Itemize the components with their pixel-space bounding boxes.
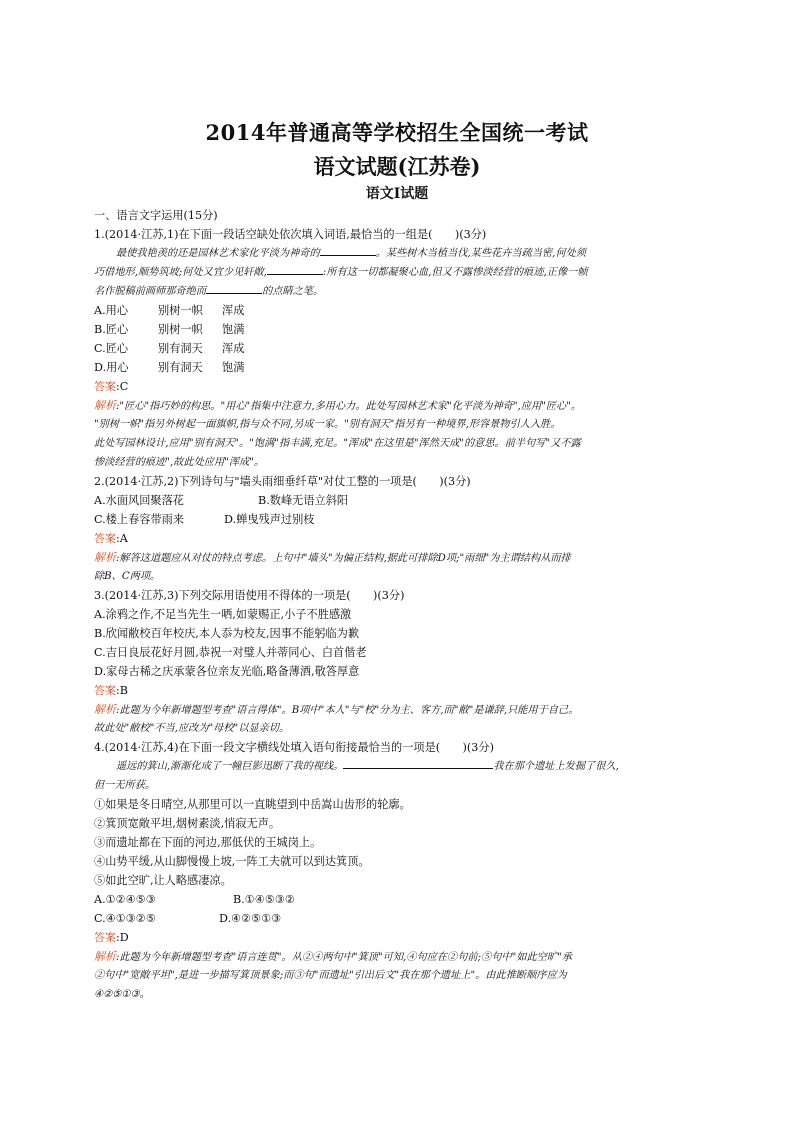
- explanation-line: ④②⑤①③。: [94, 989, 150, 1000]
- explanation-label: 解析: [94, 703, 116, 716]
- option-line: D.家母古稀之庆承蒙各位亲友光临,略备薄酒,敬答厚意: [94, 665, 360, 678]
- option-row: C.楼上春容带雨来 D.蝉曳残声过别枝: [94, 513, 315, 526]
- answer-line: 答案:A: [94, 532, 128, 545]
- question-1-passage-line: 巧借地形,顺势筑坡;何处又宜少见轩敞, :所有这一切都凝聚心血,但又不露惨淡经营的痕迹,正像一帧: [94, 263, 700, 282]
- sentence-item: ⑤如此空旷,让人略感凄凉。: [94, 874, 232, 887]
- explanation-line: 此处写园林设计,应用"别有洞天"。"饱满"指丰满,充足。"浑成"在这里是"浑然天成"的意思。前半句写"又不露: [94, 438, 581, 449]
- explanation-line: ②句中"宽敞平坦",是进一步描写箕顶景象;而③句"而遗址"引出后文"我在那个遗址上"。由此推断顺序应为: [94, 970, 567, 981]
- option-line: C.吉日良辰花好月圆,恭祝一对璧人并蒂同心、白首偕老: [94, 646, 367, 659]
- blank-3: [206, 283, 262, 294]
- blank-1: [320, 245, 376, 256]
- option-line: B.欣闻敝校百年校庆,本人忝为校友,因事不能躬临为歉: [94, 627, 360, 640]
- question-2-stem: 2.(2014·江苏,2)下列诗句与"墙头雨细垂纤草"对仗工整的一项是( )(3分): [94, 475, 471, 488]
- explanation-label: 解析: [94, 399, 116, 412]
- sentence-item: ③而遗址都在下面的河边,那低伏的王城岗上。: [94, 836, 322, 849]
- explanation-line: 除B、C两项。: [94, 571, 161, 582]
- question-1-passage-line: 最使我艳羡的还是园林艺术家化平淡为神奇的 。某些树木当植当伐,某些花卉当疏当密,何处须: [94, 244, 700, 263]
- explanation-line: 解析:"匠心"指巧妙的构思。"用心"指集中注意力,多用心力。此处写园林艺术家"化平淡为神奇",应用"匠心"。: [94, 399, 582, 412]
- option-row: D.用心 别有洞天 饱满: [94, 361, 245, 374]
- explanation-label: 解析: [94, 950, 116, 963]
- answer-label: 答案: [94, 532, 116, 545]
- sentence-item: ②箕顶宽敞平坦,烟树素淡,悄寂无声。: [94, 817, 281, 830]
- question-1-stem: 1.(2014·江苏,1)在下面一段话空缺处依次填入词语,最恰当的一组是( )(3分): [94, 228, 487, 241]
- blank-2: [267, 264, 323, 275]
- sentence-item: ①如果是冬日晴空,从那里可以一直眺望到中岳嵩山齿形的轮廓。: [94, 798, 411, 811]
- question-4-passage-line: 遥远的箕山,渐渐化成了一幢巨影迅断了我的视线。 我在那个遗址上发掘了很久,: [94, 757, 700, 776]
- answer-line: 答案:B: [94, 684, 128, 697]
- blank-long: [343, 758, 493, 769]
- explanation-line: 解析:解答这道题应从对仗的特点考虑。上句中"墙头"为偏正结构,据此可排除D项;"雨细"为主谓结构从而排: [94, 551, 571, 564]
- explanation-label: 解析: [94, 551, 116, 564]
- option-row: C.④①③②⑤ D.④②⑤①③: [94, 912, 282, 925]
- part-heading: 一、语言文字运用(15分): [94, 209, 218, 222]
- sentence-item: ④山势平缓,从山脚慢慢上坡,一阵工夫就可以到达箕顶。: [94, 855, 370, 868]
- option-row: C.匠心 别有洞天 浑成: [94, 342, 245, 355]
- option-line: A.涂鸦之作,不足当先生一哂,如蒙赐正,小子不胜感激: [94, 608, 352, 621]
- answer-label: 答案: [94, 380, 116, 393]
- explanation-line: 惨淡经营的痕迹",故此处应用"浑成"。: [94, 457, 265, 468]
- question-4-passage-line: 但一无所获。: [94, 780, 156, 791]
- option-row: A.用心 别树一帜 浑成: [94, 304, 245, 317]
- explanation-line: 解析:此题为今年新增题型考查"语言连贯"。从②④两句中"箕顶"可知,④句应在②句前;⑤句中"如此空旷"承: [94, 950, 572, 963]
- section-heading: 语文Ⅰ试题: [365, 186, 429, 202]
- exam-subtitle: 语文试题(江苏卷): [313, 154, 481, 179]
- explanation-line: 解析:此题为今年新增题型考查"语言得体"。B项中"本人"与"校"分为主、客方,而"敝"是谦辞,只能用于自己。: [94, 703, 579, 716]
- answer-line: 答案:D: [94, 931, 129, 944]
- exam-page: [94, 118, 700, 1004]
- explanation-line: 故此处"敝校"不当,应改为"母校"以显亲切。: [94, 723, 290, 734]
- option-row: A.水面风回聚落花 B.数峰无语立斜阳: [94, 494, 349, 507]
- answer-label: 答案: [94, 931, 116, 944]
- option-row: A.①②④⑤③ B.①④⑤③②: [94, 893, 295, 906]
- exam-title: 2014年普通高等学校招生全国统一考试: [205, 120, 589, 145]
- question-3-stem: 3.(2014·江苏,3)下列交际用语使用不得体的一项是( )(3分): [94, 589, 405, 602]
- answer-label: 答案: [94, 684, 116, 697]
- answer-line: 答案:C: [94, 380, 129, 393]
- explanation-line: "别树一帜"指另外树起一面旗帜,指与众不同,另成一家。"别有洞天"指另有一种境界,形容景物引人入胜。: [94, 419, 561, 430]
- question-4-stem: 4.(2014·江苏,4)在下面一段文字横线处填入语句衔接最恰当的一项是( )(3分): [94, 741, 494, 754]
- option-row: B.匠心 别树一帜 饱满: [94, 323, 245, 336]
- question-1-passage-line: 名作脱稿前画师那奇绝而 的点睛之笔。: [94, 282, 700, 301]
